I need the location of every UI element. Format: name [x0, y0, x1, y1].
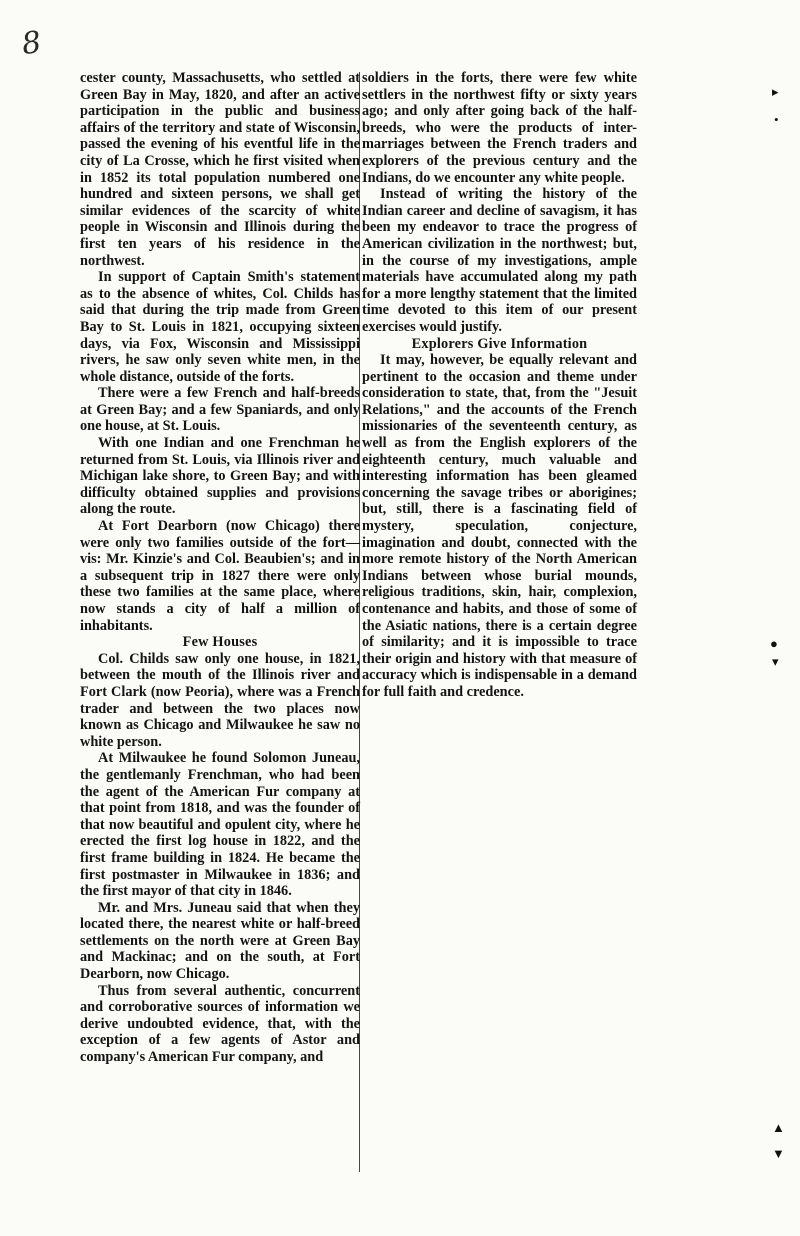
paragraph: Mr. and Mrs. Juneau said that when they located there, the nearest white or half-breed settlements on the north were at Green Bay and Mackinac; and on the south, at Fort Dearborn, now Chicago. — [80, 899, 360, 983]
paragraph: At Fort Dearborn (now Chicago) there were only two families outside of the fort—vis: Mr. Kinzie's and Col. Beaubien's; and in a subsequent trip in 1827 there were only these two families at the same place, where now stands a city of half a million of inhabitants. — [80, 518, 360, 634]
section-heading: Explorers Give Information — [411, 335, 588, 352]
page-number: 8 — [19, 24, 44, 63]
scan-mark: ● — [770, 636, 778, 651]
column-right — [362, 70, 637, 701]
scan-mark: • — [774, 112, 779, 127]
section-heading: Few Houses — [182, 634, 258, 651]
scan-mark: ▼ — [772, 1146, 785, 1161]
paragraph: There were a few French and half-breeds at Green Bay; and a few Spaniards, and only one house, at St. Louis. — [80, 385, 360, 435]
paragraph: cester county, Massachusetts, who settled at Green Bay in May, 1820, and after an active participation in the public and business affairs of the territory and state of Wisconsin, passed the evening of his eventful life in the city of La Crosse, which he first visited when in 1852 its total population numbered one hundred and sixteen persons, we shall get similar evidences of the scarcity of white people in Wisconsin and Illinois during the first ten years of his residence in the northwest. — [80, 70, 360, 269]
paragraph: With one Indian and one Frenchman he returned from St. Louis, via Illinois river and Michigan lake shore, to Green Bay; and with difficulty obtained supplies and provisions along the route. — [80, 435, 360, 518]
paragraph: Col. Childs saw only one house, in 1821, between the mouth of the Illinois river and Fort Clark (now Peoria), where was a French trader and between the two places now known as Chicago and Milwaukee he saw no white person. — [80, 650, 360, 750]
paragraph: Thus from several authentic, concurrent and corroborative sources of information we derive undoubted evidence, that, with the exception of a few agents of Astor and company's American Fur company, and — [80, 982, 360, 1066]
paragraph: At Milwaukee he found Solomon Juneau, the gentlemanly Frenchman, who had been the agent of the American Fur company at that point from 1818, and was the founder of that now beautiful and opulent city, where he erected the first log house in 1822, and the first frame building in 1824. He became the first postmaster in Milwaukee in 1836; and the first mayor of that city in 1846. — [80, 750, 360, 900]
paragraph: It may, however, be equally relevant and pertinent to the occasion and theme under consideration to state, that, from the "Jesuit Relations," and the accounts of the French missionaries of the seventeenth century, as well as from the English explorers of the eighteenth century, much valuable and interesting information has been gleamed concerning the savage tribes or aborigines; but, still, there is a fascinating field of mystery, speculation, conjecture, imagination and doubt, connected with the more remote history of the North American Indians between whose burial mounds, religious traditions, skin, hair, complexion, contenance and habits, and those of some of the Asiatic nations, there is a certain degree of similarity; and it is impossible to trace their origin and history with that measure of accuracy which is indispensable in a demand for full faith and credence. — [362, 352, 637, 700]
column-left — [80, 70, 360, 1066]
paragraph: Instead of writing the history of the Indian career and decline of savagism, it has been my endeavor to trace the progress of American civilization in the northwest; but, in the course of my investigations, ample materials have accumulated along my path for a more lengthy statement that the limited time devoted to this item of our present exercises would justify. — [362, 186, 637, 335]
scan-mark: ▾ — [772, 654, 779, 669]
scan-mark: ▲ — [772, 1120, 785, 1135]
scan-mark: ▸ — [772, 84, 779, 99]
paragraph: soldiers in the forts, there were few white settlers in the northwest fifty or sixty years ago; and only after going back of the half-breeds, who were the products of inter-marriages between the French traders and explorers of the previous century and the Indians, do we encounter any white people. — [362, 70, 637, 186]
paragraph: In support of Captain Smith's statement as to the absence of whites, Col. Childs has said that during the trip made from Green Bay to St. Louis in 1821, occupying sixteen days, via Fox, Wisconsin and Mississippi rivers, he saw only seven white men, in the whole distance, outside of the forts. — [80, 269, 360, 385]
